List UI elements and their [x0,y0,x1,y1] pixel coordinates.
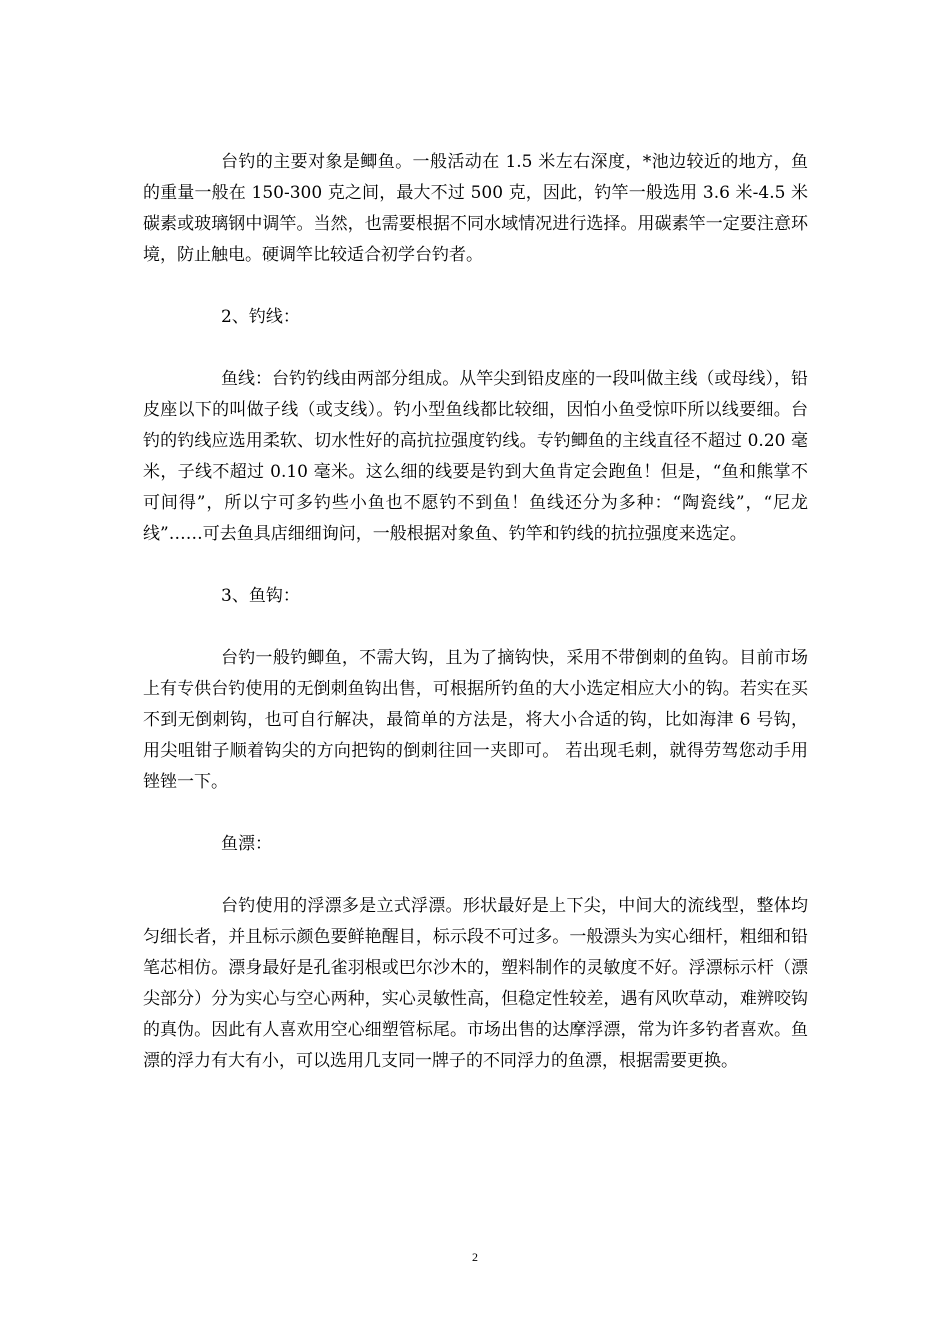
section-heading-fishing-line: 2、钓线： [221,307,300,327]
document-body [143,147,808,1077]
paragraph-target-fish: 台钓的主要对象是鲫鱼。一般活动在 1.5 米左右深度，*池边较近的地方，鱼的重量一般在 150-300 克之间，最大不过 500 克，因此，钓竿一般选用 3.6 米-4.5 米碳素或玻璃钢中调竿。当然，也需要根据不同水域情况进行选择。用碳素竿一定要注意环境，防止触电。硬调竿比较适合初学台钓者。 [143,152,808,265]
paragraph-fish-hook: 台钓一般钓鲫鱼，不需大钩，且为了摘钩快，采用不带倒刺的鱼钩。目前市场上有专供台钓使用的无倒刺鱼钩出售，可根据所钓鱼的大小选定相应大小的钩。若实在买不到无倒刺钩，也可自行解决，最简单的方法是，将大小合适的钩，比如海津 6 号钩，用尖咀钳子顺着钩尖的方向把钩的倒刺往回一夹即可。 若出现毛刺，就得劳驾您动手用锉锉一下。 [143,648,808,792]
section-heading-fish-hook: 3、鱼钩： [221,586,300,606]
paragraph-gap [143,860,808,891]
paragraph-gap [143,612,808,643]
page-number: 2 [472,1250,478,1264]
paragraph-gap [143,271,808,302]
paragraph-float: 台钓使用的浮漂多是立式浮漂。形状最好是上下尖，中间大的流线型，整体均匀细长者，并且标示颜色要鲜艳醒目，标示段不可过多。一般漂头为实心细杆，粗细和铅笔芯相仿。漂身最好是孔雀羽根或巴尔沙木的，塑料制作的灵敏度不好。浮漂标示杆（漂尖部分）分为实心与空心两种，实心灵敏性高，但稳定性较差，遇有风吹草动，难辨咬钩的真伪。因此有人喜欢用空心细塑管标尾。市场出售的达摩浮漂，常为许多钓者喜欢。鱼漂的浮力有大有小，可以选用几支同一牌子的不同浮力的鱼漂，根据需要更换。 [143,896,808,1071]
paragraph-gap [143,550,808,581]
paragraph-gap [143,798,808,829]
paragraph-gap [143,333,808,364]
paragraph-fishing-line: 鱼线：台钓钓线由两部分组成。从竿尖到铅皮座的一段叫做主线（或母线），铅皮座以下的叫做子线（或支线）。钓小型鱼线都比较细，因怕小鱼受惊吓所以线要细。台钓的钓线应选用柔软、切水性好的高抗拉强度钓线。专钓鲫鱼的主线直径不超过 0.20 毫米，子线不超过 0.10 毫米。这么细的线要是钓到大鱼肯定会跑鱼！但是，“鱼和熊掌不可间得”，所以宁可多钓些小鱼也不愿钓不到鱼！鱼线还分为多种：“陶瓷线”，“尼龙线”……可去鱼具店细细询问，一般根据对象鱼、钓竿和钓线的抗拉强度来选定。 [143,369,808,544]
section-heading-float: 鱼漂： [221,834,272,854]
